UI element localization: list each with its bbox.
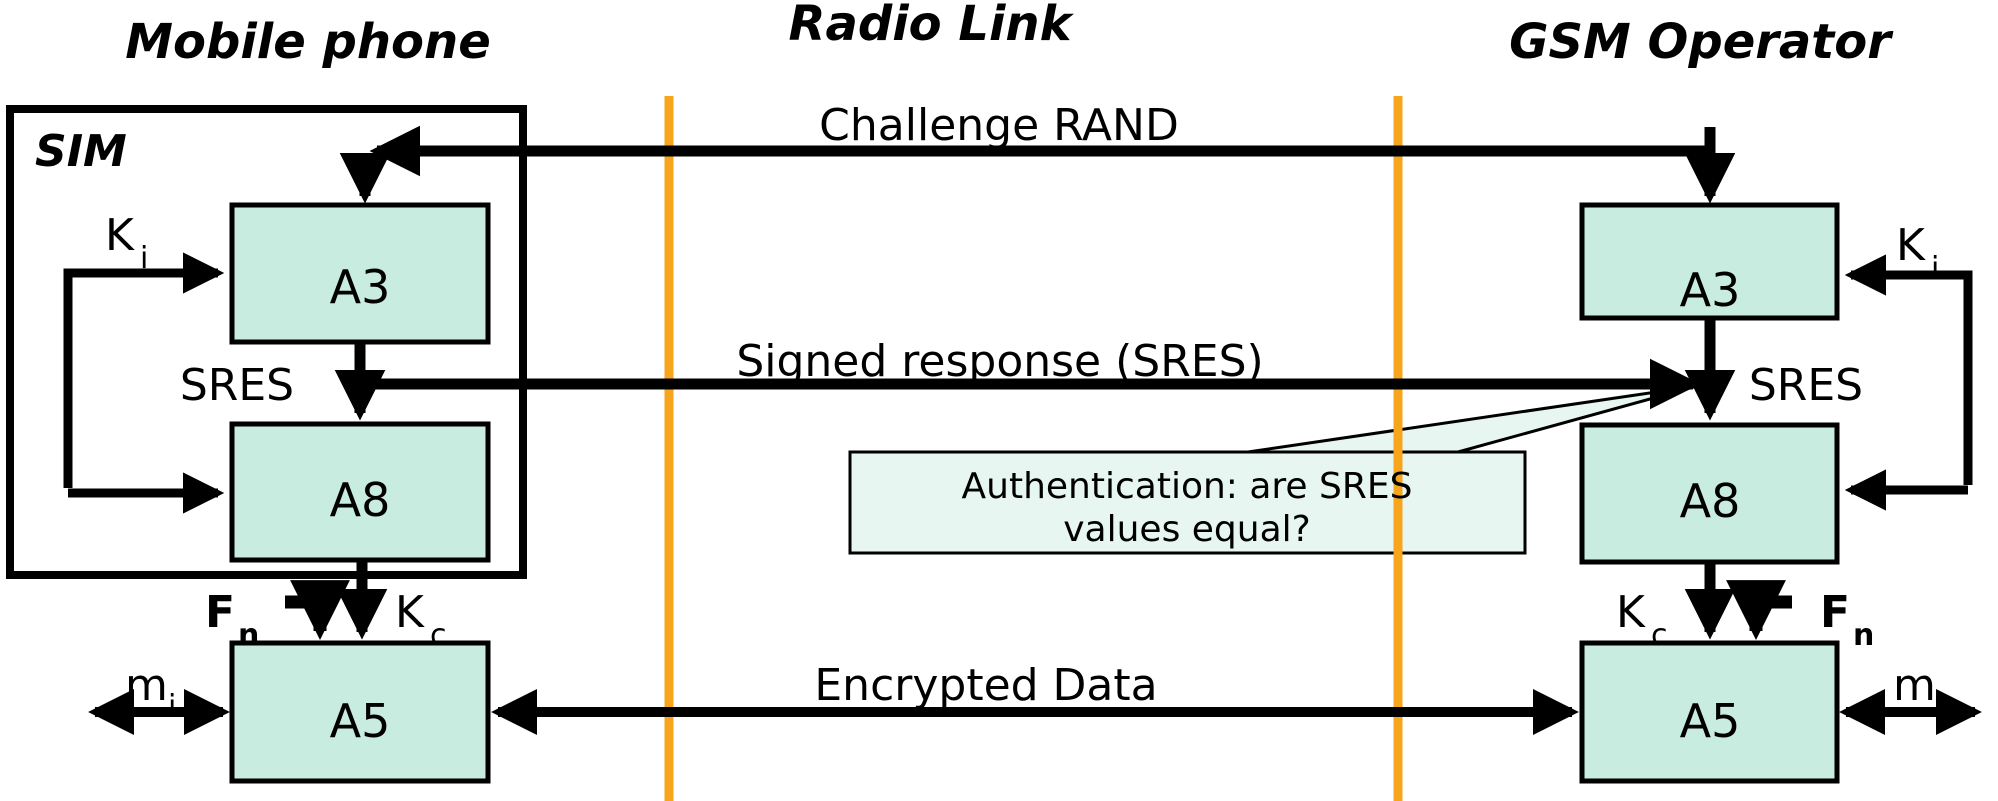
authentication-callout-line1: Authentication: are SRES xyxy=(961,466,1413,507)
ki-sub-right: i xyxy=(1931,251,1940,286)
ki-sub-left: i xyxy=(140,241,149,276)
a5-label-left: A5 xyxy=(329,694,391,748)
title-radio-link: Radio Link xyxy=(788,0,1072,52)
authentication-callout-line2: values equal? xyxy=(1063,509,1311,550)
a8-label-left: A8 xyxy=(329,473,391,527)
kc-base-right: K xyxy=(1616,587,1645,638)
mi-sub-right: i xyxy=(1936,689,1945,724)
fn-arrow-left xyxy=(285,602,320,631)
sres-label-left: SRES xyxy=(179,360,295,411)
a8-label-right: A8 xyxy=(1679,474,1741,528)
challenge-rand-label: Challenge RAND xyxy=(819,100,1179,151)
sim-label: SIM xyxy=(35,126,127,177)
kc-sub-right: c xyxy=(1651,618,1668,653)
a5-label-right: A5 xyxy=(1679,694,1741,748)
mi-base-right: m xyxy=(1893,660,1936,711)
encrypted-data-label: Encrypted Data xyxy=(814,660,1158,711)
fn-base-right: F xyxy=(1820,587,1851,638)
ki-label-left xyxy=(105,210,148,276)
kc-sub-left: c xyxy=(430,618,447,653)
title-gsm-operator: GSM Operator xyxy=(1509,14,1891,70)
fn-sub-right: n xyxy=(1853,618,1875,653)
fn-sub-left: n xyxy=(238,618,260,653)
sres-label-right: SRES xyxy=(1748,360,1864,411)
fn-arrow-right xyxy=(1756,602,1792,631)
signed-response-label: Signed response (SRES) xyxy=(736,336,1264,387)
mi-sub-left: i xyxy=(168,689,177,724)
ki-base-left: K xyxy=(105,210,134,261)
ki-to-a3-arrow-right xyxy=(1851,275,1968,485)
a3-label-left: A3 xyxy=(329,260,391,314)
mi-base-left: m xyxy=(125,660,168,711)
a3-label-right: A3 xyxy=(1679,263,1741,317)
fn-base-left: F xyxy=(205,587,236,638)
kc-base-left: K xyxy=(395,587,424,638)
title-mobile-phone: Mobile phone xyxy=(125,14,491,70)
ki-base-right: K xyxy=(1896,220,1925,271)
